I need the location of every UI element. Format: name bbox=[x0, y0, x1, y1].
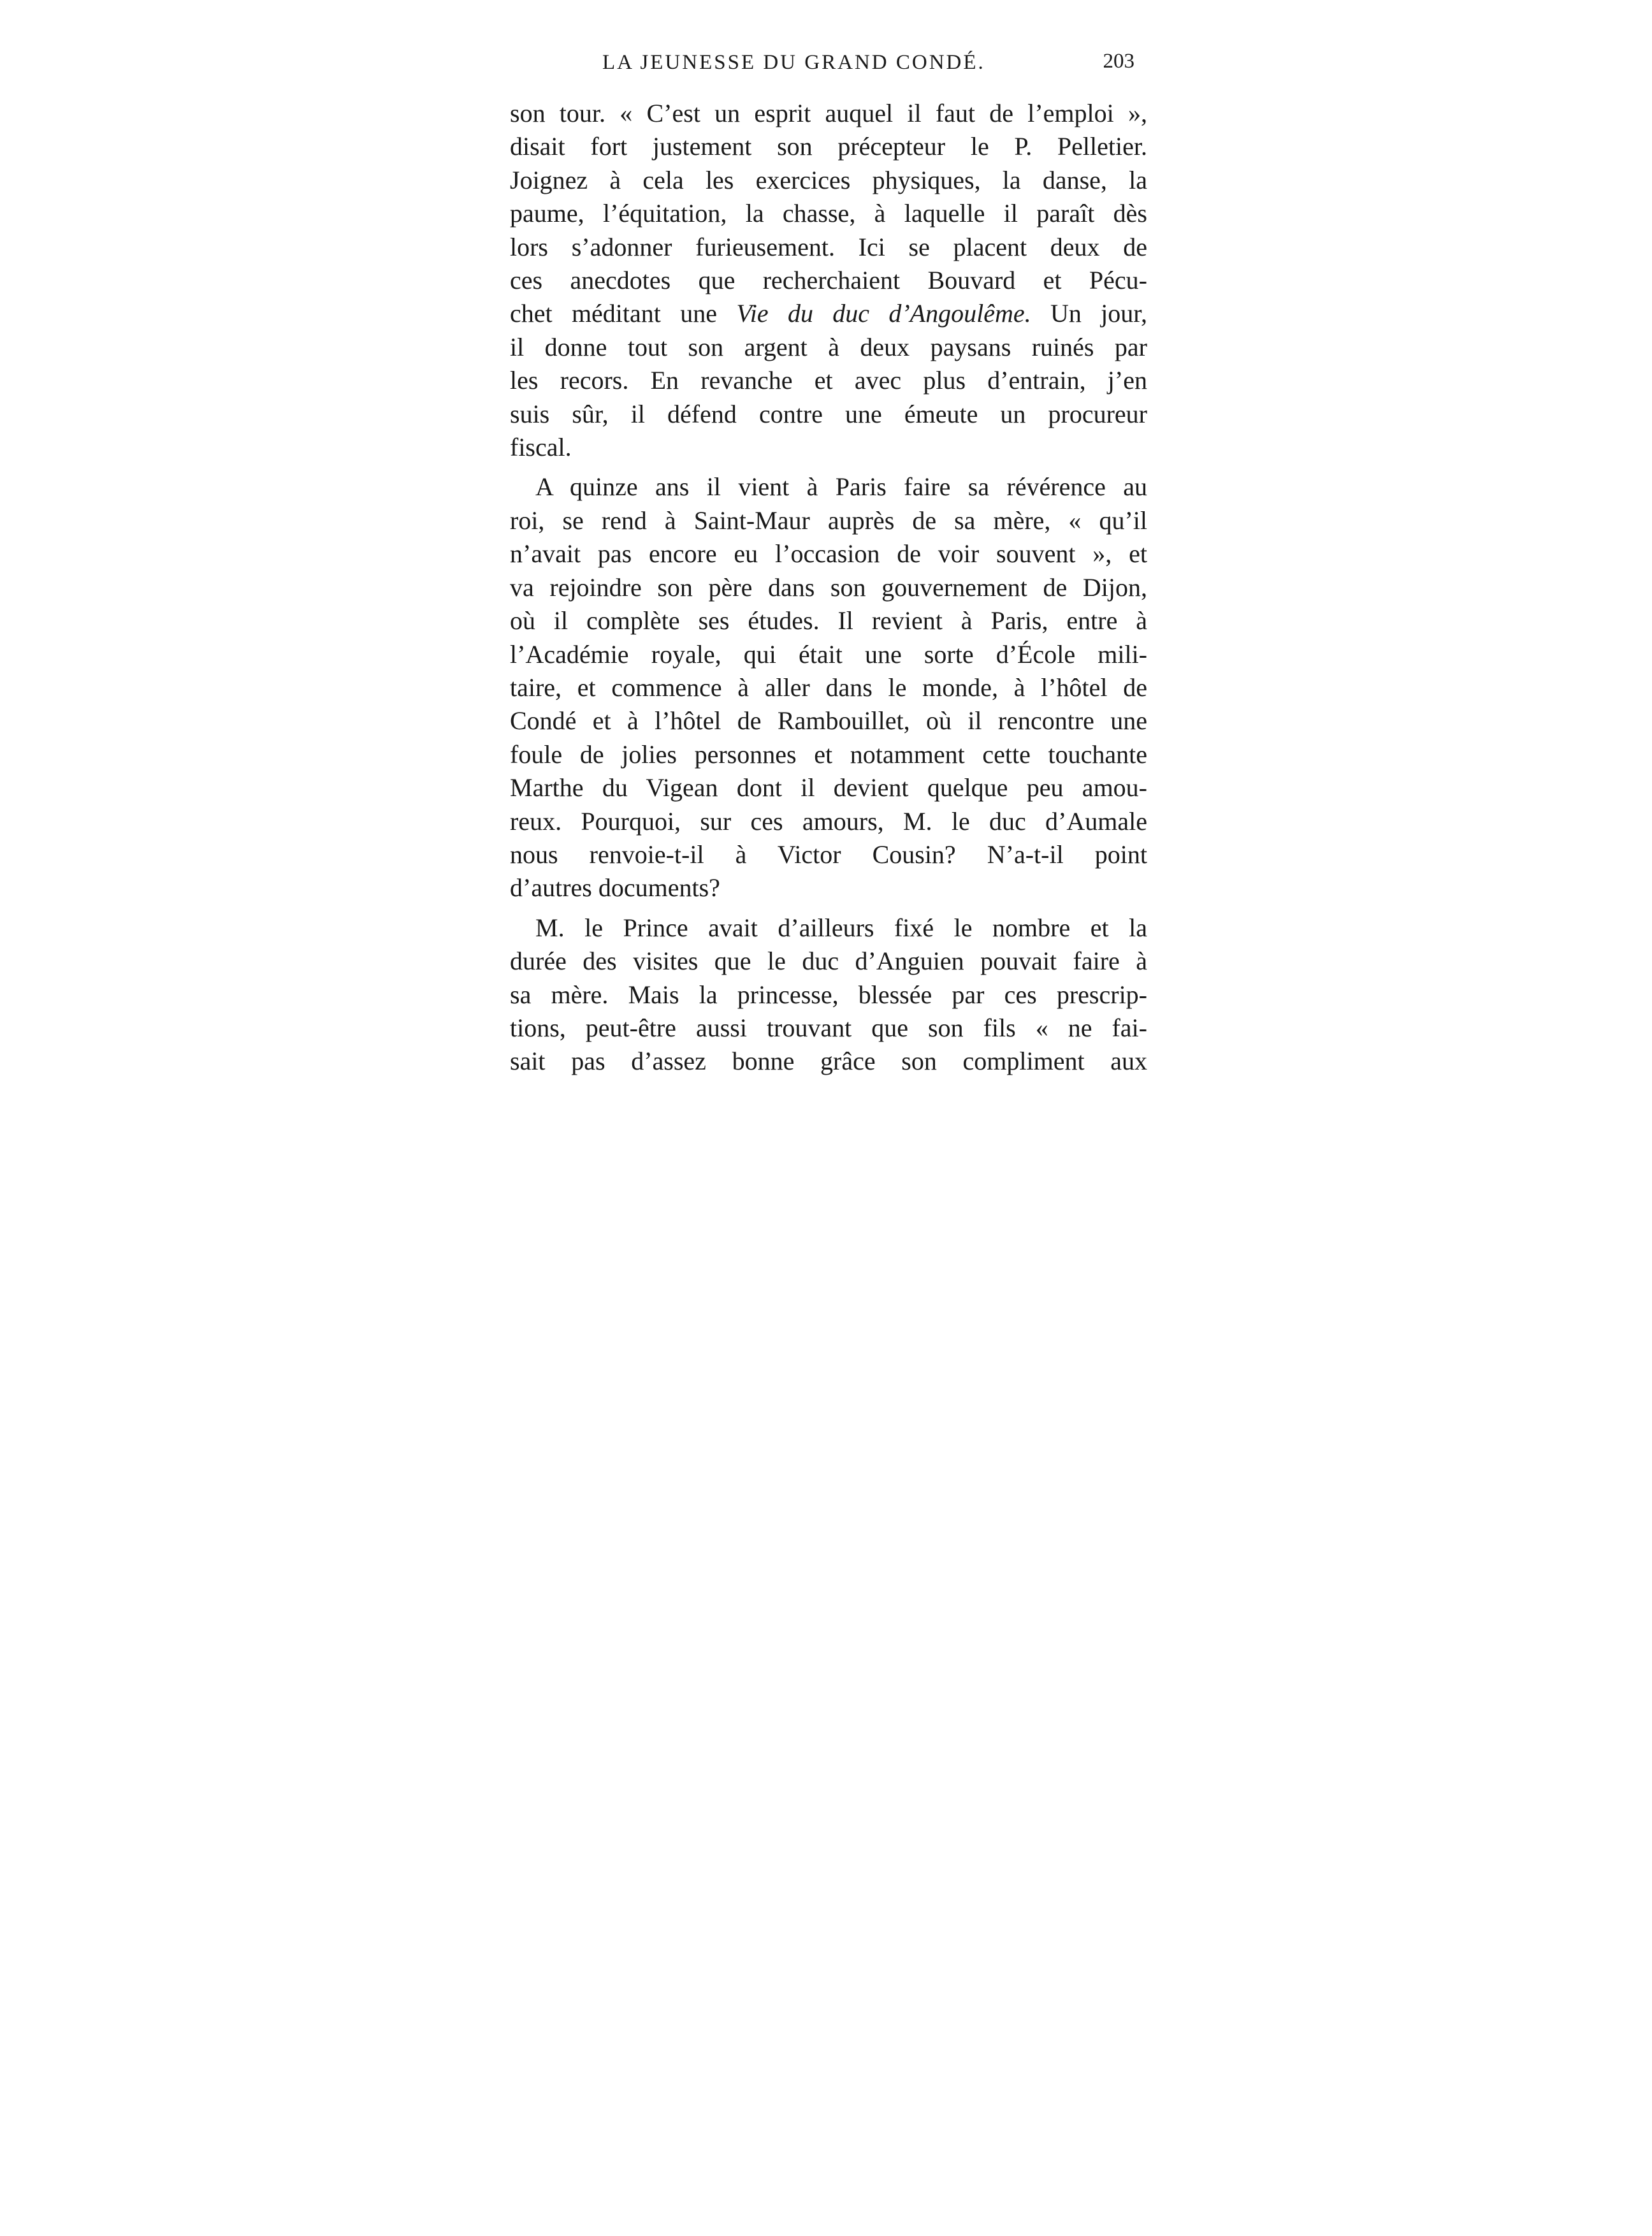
page-number: 203 bbox=[1103, 50, 1134, 73]
text-line: sait pas d’assez bonne grâce son compliment aux bbox=[510, 1047, 1147, 1076]
text-line: M. le Prince avait d’ailleurs fixé le nombre et la bbox=[535, 913, 1147, 942]
text-segment: Un jour, bbox=[1031, 299, 1147, 328]
body-text bbox=[510, 97, 1147, 1078]
text-line: où il complète ses études. Il revient à Paris, entre à bbox=[510, 606, 1147, 635]
text-line: lors s’adonner furieusement. Ici se placent deux de bbox=[510, 232, 1147, 261]
text-line: il donne tout son argent à deux paysans ruinés par bbox=[510, 332, 1147, 361]
text-line: les recors. En revanche et avec plus d’entrain, j’en bbox=[510, 366, 1147, 395]
text-line: d’autres documents? bbox=[510, 873, 720, 903]
text-line: durée des visites que le duc d’Anguien pouvait faire à bbox=[510, 947, 1147, 976]
running-head bbox=[510, 45, 1147, 96]
text-line: Joignez à cela les exercices physiques, la danse, la bbox=[510, 165, 1147, 194]
text-line: Marthe du Vigean dont il devient quelque peu amou- bbox=[510, 773, 1147, 802]
paragraph-gap bbox=[510, 464, 1147, 470]
running-title: LA JEUNESSE DU GRAND CONDÉ. bbox=[602, 51, 985, 74]
text-line: va rejoindre son père dans son gouvernement de Dijon, bbox=[510, 572, 1147, 602]
text-line: disait fort justement son précepteur le P. Pelletier. bbox=[510, 132, 1147, 161]
text-line: tions, peut-être aussi trouvant que son fils « ne fai- bbox=[510, 1013, 1147, 1042]
text-line: Condé et à l’hôtel de Rambouillet, où il rencontre une bbox=[510, 706, 1147, 736]
text-line: l’Académie royale, qui était une sorte d’École mili- bbox=[510, 639, 1147, 669]
text-line: taire, et commence à aller dans le monde, à l’hôtel de bbox=[510, 672, 1147, 702]
text-line: suis sûr, il défend contre une émeute un procureur bbox=[510, 399, 1147, 428]
paragraph-3 bbox=[510, 911, 1147, 1078]
text-line: paume, l’équitation, la chasse, à laquelle il paraît dès bbox=[510, 199, 1147, 228]
book-page bbox=[510, 45, 1147, 1078]
text-line: fiscal. bbox=[510, 433, 572, 462]
text-line: ces anecdotes que recherchaient Bouvard et Pécu- bbox=[510, 266, 1147, 295]
text-line: reux. Pourquoi, sur ces amours, M. le duc d’Aumale bbox=[510, 806, 1147, 836]
text-line: foule de jolies personnes et notamment cette touchante bbox=[510, 739, 1147, 769]
paragraph-gap bbox=[510, 905, 1147, 911]
text-line: son tour. « C’est un esprit auquel il faut de l’emploi », bbox=[510, 99, 1147, 127]
text-line: sa mère. Mais la princesse, blessée par ces prescrip- bbox=[510, 980, 1147, 1009]
paragraph-1 bbox=[510, 97, 1147, 464]
text-line: nous renvoie-t-il à Victor Cousin? N’a-t-il point bbox=[510, 839, 1147, 869]
text-line: A quinze ans il vient à Paris faire sa révérence au bbox=[535, 472, 1147, 502]
text-line-with-italic bbox=[510, 297, 1147, 330]
paragraph-2 bbox=[510, 470, 1147, 904]
book-title-italic: Vie du duc d’Angoulême. bbox=[736, 299, 1031, 328]
text-segment: chet méditant une bbox=[510, 299, 737, 328]
text-line: roi, se rend à Saint-Maur auprès de sa mère, « qu’il bbox=[510, 505, 1147, 535]
text-line: n’avait pas encore eu l’occasion de voir souvent », et bbox=[510, 539, 1147, 569]
